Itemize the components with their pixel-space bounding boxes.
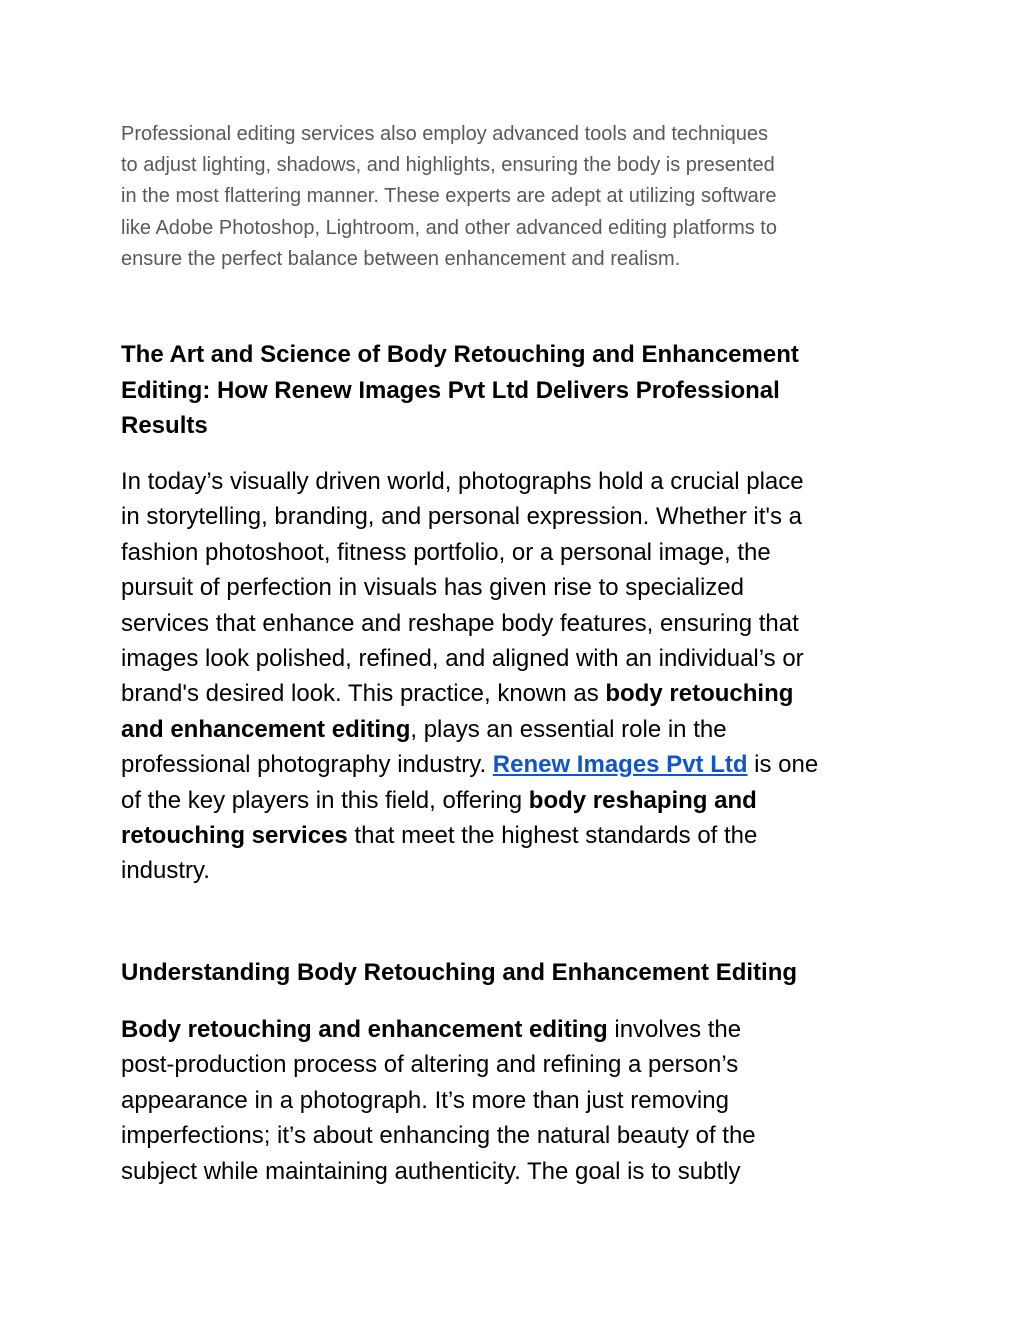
body-line: images look polished, refined, and aligned with an individual’s or bbox=[121, 645, 804, 673]
body-line: subject while maintaining authenticity. The goal is to subtly bbox=[121, 1157, 741, 1185]
heading-line: Results bbox=[121, 412, 208, 440]
body-line: fashion photoshoot, fitness portfolio, or a personal image, the bbox=[121, 538, 771, 566]
body-line bbox=[121, 818, 921, 853]
body-line: In today’s visually driven world, photographs hold a crucial place bbox=[121, 468, 804, 495]
intro-line: like Adobe Photoshop, Lightroom, and other advanced editing platforms to bbox=[121, 216, 777, 239]
body-text: brand's desired look. This practice, known as bbox=[121, 680, 606, 708]
heading-line: Understanding Body Retouching and Enhancement Editing bbox=[121, 959, 798, 986]
body-line: pursuit of perfection in visuals has given rise to specialized bbox=[121, 574, 744, 602]
body-text: , plays an essential role in the bbox=[410, 715, 727, 743]
intro-line: to adjust lighting, shadows, and highlights, ensuring the body is presented bbox=[121, 154, 775, 177]
intro-line: ensure the perfect balance between enhancement and realism. bbox=[121, 247, 681, 270]
body-text: involves the bbox=[607, 1016, 742, 1043]
section-heading-art-and-science bbox=[121, 337, 921, 444]
body-text: that meet the highest standards of the bbox=[347, 822, 758, 850]
body-line: post-production process of altering and refining a person’s bbox=[121, 1051, 739, 1079]
body-line bbox=[121, 712, 921, 747]
intro-paragraph bbox=[121, 119, 921, 275]
heading-line: The Art and Science of Body Retouching and Enhancement bbox=[121, 341, 799, 368]
renew-images-link[interactable]: Renew Images Pvt Ltd bbox=[492, 751, 748, 779]
body-line: appearance in a photograph. It’s more than just removing bbox=[121, 1086, 729, 1114]
bold-term-retouching-services: retouching services bbox=[121, 822, 348, 850]
body-line bbox=[121, 783, 921, 818]
body-line: in storytelling, branding, and personal expression. Whether it's a bbox=[121, 503, 802, 531]
body-text: professional photography industry. bbox=[121, 751, 493, 779]
bold-term-body-retouching-editing: Body retouching and enhancement editing bbox=[121, 1016, 608, 1043]
bold-term-enhancement-editing: and enhancement editing bbox=[121, 715, 411, 743]
section-heading-understanding bbox=[121, 955, 921, 990]
body-line bbox=[121, 747, 921, 782]
bold-term-body-reshaping: body reshaping and bbox=[528, 786, 757, 814]
body-text: is one bbox=[747, 751, 819, 779]
bold-term-body-retouching: body retouching bbox=[605, 680, 794, 708]
body-line bbox=[121, 676, 921, 711]
intro-body-paragraph bbox=[121, 464, 921, 889]
body-text: of the key players in this field, offering bbox=[121, 786, 529, 814]
body-line: imperfections; it’s about enhancing the natural beauty of the bbox=[121, 1122, 756, 1150]
understanding-body-paragraph bbox=[121, 1012, 921, 1189]
body-line: services that enhance and reshape body features, ensuring that bbox=[121, 609, 799, 637]
body-line bbox=[121, 1012, 921, 1047]
intro-line: Professional editing services also employ advanced tools and techniques bbox=[121, 123, 769, 145]
heading-line: Editing: How Renew Images Pvt Ltd Delivers Professional bbox=[121, 376, 780, 404]
body-line: industry. bbox=[121, 857, 210, 885]
intro-line: in the most flattering manner. These experts are adept at utilizing software bbox=[121, 185, 777, 208]
